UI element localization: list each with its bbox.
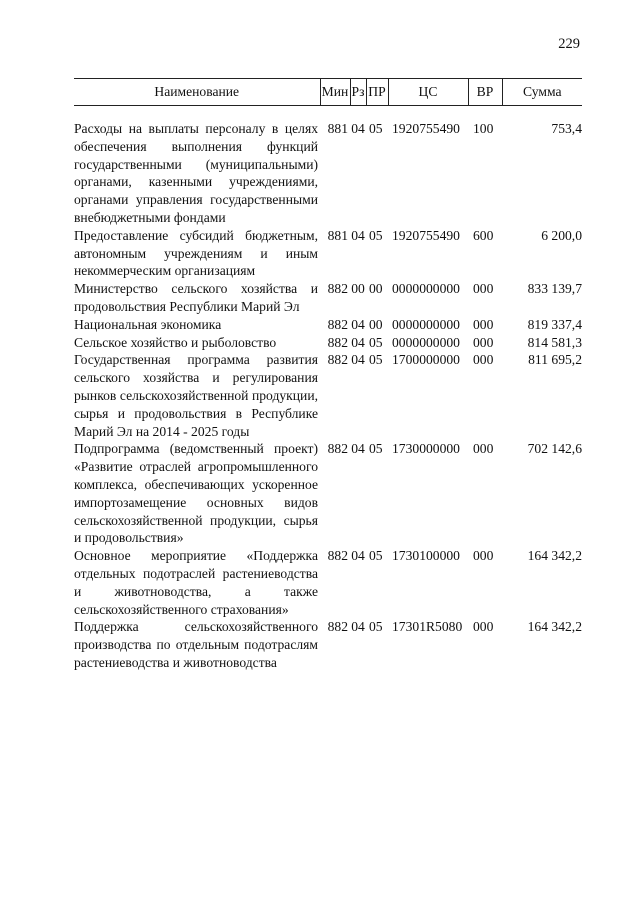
header-pr: ПР <box>366 79 388 106</box>
row-cs: 0000000000 <box>392 316 460 332</box>
row-sum: 814 581,3 <box>527 334 582 350</box>
budget-table <box>74 78 582 672</box>
row-sum: 753,4 <box>551 121 582 136</box>
row-min: 882 <box>327 441 348 457</box>
row-sum: 6 200,0 <box>541 227 582 243</box>
row-min: 882 <box>327 619 348 635</box>
table-row <box>74 280 582 316</box>
header-min: Мин <box>320 79 350 106</box>
row-name: Поддержка сельскохозяйственного производства по отдельным подотраслям растениеводства и животноводства <box>74 619 318 670</box>
row-vr: 000 <box>473 441 494 457</box>
row-sum: 833 139,7 <box>527 281 582 297</box>
row-sum: 164 342,2 <box>527 619 582 635</box>
row-min: 882 <box>327 281 348 297</box>
row-pr: 05 <box>369 334 383 350</box>
table-header <box>74 79 582 106</box>
row-cs: 17301R5080 <box>392 619 463 635</box>
row-rz: 04 <box>351 441 365 457</box>
row-name: Подпрограмма (ведомственный проект) «Развитие отраслей агропромышленного комплекса, обеспечивающих ускоренное импортозамещение основных видов сельскохозяйственной продукции, сырья и продовольствия» <box>74 441 318 546</box>
table-row <box>74 334 582 352</box>
row-sum: 702 142,6 <box>527 441 582 457</box>
row-rz: 04 <box>351 548 365 564</box>
row-sum: 164 342,2 <box>527 548 582 564</box>
row-vr: 000 <box>473 334 494 350</box>
row-pr: 05 <box>369 227 383 243</box>
row-min: 882 <box>327 316 348 332</box>
row-pr: 05 <box>369 619 383 635</box>
row-pr: 05 <box>369 121 383 136</box>
row-cs: 0000000000 <box>392 281 460 297</box>
row-pr: 05 <box>369 548 383 564</box>
row-vr: 000 <box>473 352 494 368</box>
row-vr: 000 <box>473 548 494 564</box>
row-cs: 0000000000 <box>392 334 460 350</box>
table-row <box>74 351 582 440</box>
header-sum: Сумма <box>502 79 582 106</box>
row-rz: 04 <box>351 121 365 136</box>
row-min: 882 <box>327 352 348 368</box>
row-name: Сельское хозяйство и рыболовство <box>74 334 277 350</box>
row-name: Расходы на выплаты персоналу в целях обеспечения выполнения функций государственными (муниципальными) органами, казенными учреждениями, органами управления государственными внебюджетными фондами <box>74 121 318 225</box>
table-row <box>74 227 582 280</box>
row-min: 881 <box>327 227 348 243</box>
row-pr: 00 <box>369 281 383 297</box>
row-cs: 1730100000 <box>392 548 460 564</box>
row-rz: 00 <box>351 281 365 297</box>
table-row <box>74 316 582 334</box>
table-row <box>74 120 582 227</box>
table-row <box>74 547 582 618</box>
row-rz: 04 <box>351 316 365 332</box>
row-vr: 000 <box>473 619 494 635</box>
row-name: Министерство сельского хозяйства и продовольствия Республики Марий Эл <box>74 281 318 314</box>
row-sum: 819 337,4 <box>527 316 582 332</box>
row-cs: 1920755490 <box>392 227 460 243</box>
row-min: 881 <box>327 121 348 136</box>
header-name: Наименование <box>74 79 320 106</box>
row-vr: 600 <box>473 227 494 243</box>
row-vr: 100 <box>473 121 494 136</box>
row-cs: 1700000000 <box>392 352 460 368</box>
header-cs: ЦС <box>388 79 468 106</box>
row-rz: 04 <box>351 352 365 368</box>
row-rz: 04 <box>351 334 365 350</box>
table-row <box>74 440 582 547</box>
header-rz: Рз <box>350 79 366 106</box>
row-name: Государственная программа развития сельского хозяйства и регулирования рынков сельскохозяйственной продукции, сырья и продовольствия в Республике Марий Эл на 2014 - 2025 годы <box>74 352 318 439</box>
table-row <box>74 618 582 671</box>
row-rz: 04 <box>351 619 365 635</box>
row-name: Предоставление субсидий бюджетным, автономным учреждениям и иным некоммерческим организациям <box>74 227 318 279</box>
row-cs: 1920755490 <box>392 121 460 136</box>
row-vr: 000 <box>473 281 494 297</box>
row-sum: 811 695,2 <box>528 352 582 368</box>
row-name: Национальная экономика <box>74 316 222 332</box>
page-number: 229 <box>558 36 580 52</box>
row-pr: 05 <box>369 352 383 368</box>
header-vr: ВР <box>468 79 502 106</box>
row-rz: 04 <box>351 227 365 243</box>
row-cs: 1730000000 <box>392 441 460 457</box>
row-name: Основное мероприятие «Поддержка отдельных подотраслей растениеводства и животноводства, а также сельскохозяйственного страхования» <box>74 548 318 617</box>
row-pr: 05 <box>369 441 383 457</box>
row-min: 882 <box>327 334 348 350</box>
row-vr: 000 <box>473 316 494 332</box>
row-pr: 00 <box>369 316 383 332</box>
row-min: 882 <box>327 548 348 564</box>
